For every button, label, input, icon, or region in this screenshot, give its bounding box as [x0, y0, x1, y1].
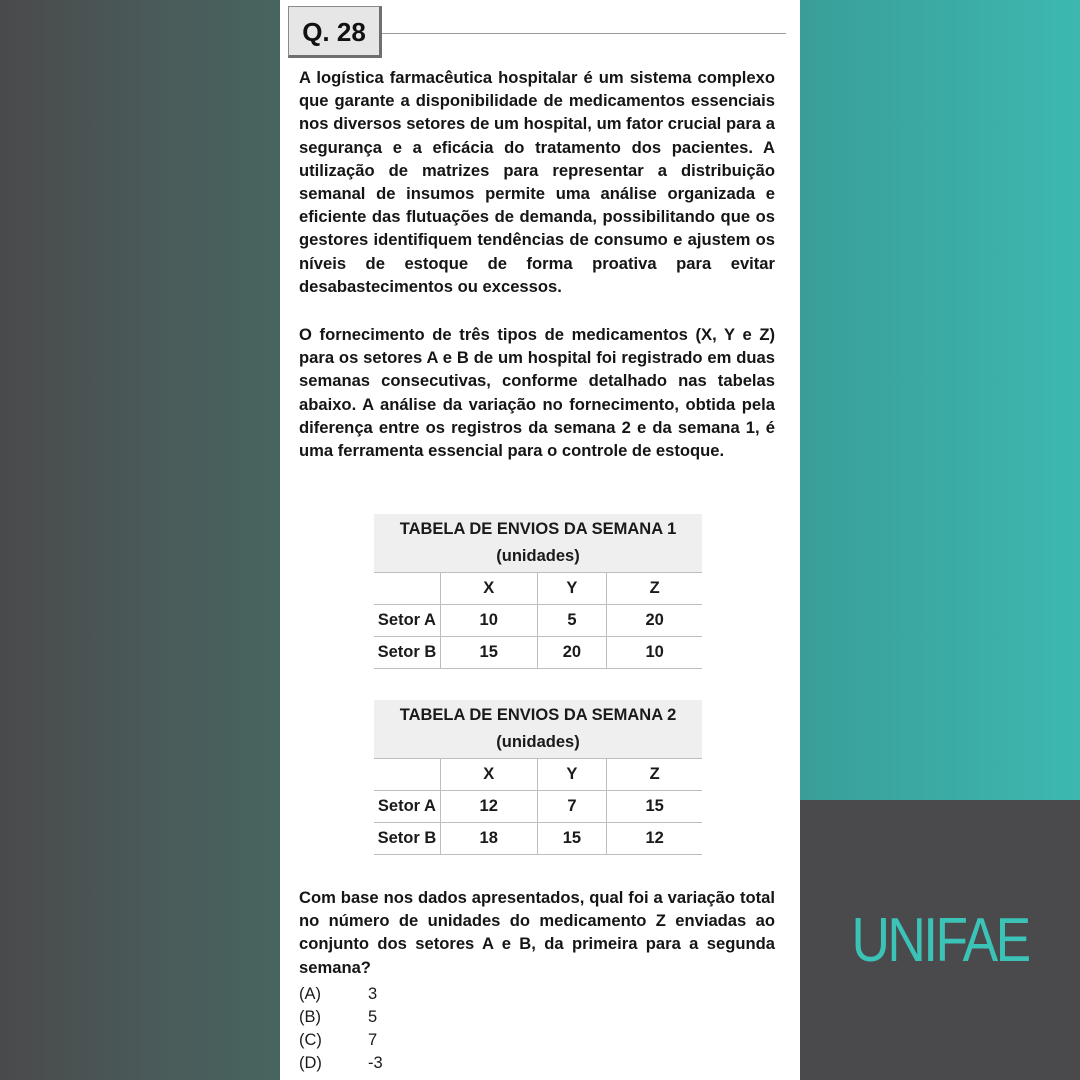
row-label: Setor A [374, 791, 440, 823]
table-cell: 5 [537, 605, 607, 637]
row-label: Setor B [374, 823, 440, 855]
option-value: 3 [368, 985, 378, 1003]
option-d[interactable] [299, 1052, 383, 1075]
column-header: X [440, 759, 537, 791]
table-row [374, 605, 702, 637]
option-b[interactable] [299, 1006, 383, 1029]
option-a[interactable] [299, 983, 383, 1006]
header-divider [382, 33, 786, 34]
context-paragraph: A logística farmacêutica hospitalar é um sistema complexo que garante a disponibilidade de medicamentos essenciais nos diversos setores de um hospital, um fator crucial para a segurança e a eficácia do tratamento dos pacientes. A utilização de matrizes para representar a distribuição semanal de insumos permite uma análise organizada e eficiente das flutuações de demanda, possibilitando que os gestores identifiquem tendências de consumo e ajustem os níveis de estoque de forma proativa para evitar desabastecimentos ou excessos. [299, 68, 775, 296]
column-header: Z [607, 573, 702, 605]
option-value: 5 [368, 1008, 378, 1026]
table-row [374, 823, 702, 855]
table-cell: 7 [537, 791, 607, 823]
week-1-table [374, 514, 702, 669]
table-cell: 15 [607, 791, 702, 823]
option-c[interactable] [299, 1029, 383, 1052]
table-cell: 20 [607, 605, 702, 637]
table-cell: 12 [607, 823, 702, 855]
table-cell: 10 [440, 605, 537, 637]
row-label: Setor A [374, 605, 440, 637]
background-teal-panel [800, 0, 1080, 800]
option-letter: (B) [299, 1008, 321, 1026]
table-cell: 15 [440, 637, 537, 669]
table-header-row [374, 573, 702, 605]
table-cell: 15 [537, 823, 607, 855]
option-letter: (D) [299, 1054, 322, 1072]
option-letter: (C) [299, 1031, 322, 1049]
answer-options [299, 983, 383, 1075]
question-number: Q. 28 [288, 6, 382, 58]
table-cell: 12 [440, 791, 537, 823]
background-left-panel [0, 0, 280, 1080]
table-header-row [374, 759, 702, 791]
option-value: -3 [368, 1054, 383, 1072]
data-description-paragraph: O fornecimento de três tipos de medicamentos (X, Y e Z) para os setores A e B de um hospital foi registrado em duas semanas consecutivas, conforme detalhado nas tabelas abaixo. A análise da variação no fornecimento, obtida pela diferença entre os registros da semana 2 e da semana 1, é uma ferramenta essencial para o controle de estoque. [299, 325, 775, 461]
row-label: Setor B [374, 637, 440, 669]
table-row [374, 637, 702, 669]
week-2-table [374, 700, 702, 855]
column-header: Y [537, 759, 607, 791]
option-letter: (A) [299, 985, 321, 1003]
option-value: 7 [368, 1031, 378, 1049]
table-cell: 10 [607, 637, 702, 669]
table-row [374, 791, 702, 823]
unifae-logo: UNIFAE [851, 906, 1029, 975]
table-cell: 20 [537, 637, 607, 669]
table-title: TABELA DE ENVIOS DA SEMANA 2 (unidades) [374, 700, 702, 759]
question-prompt: Com base nos dados apresentados, qual foi a variação total no número de unidades do medicamento Z enviadas ao conjunto dos setores A e B, da primeira para a segunda semana? [299, 888, 775, 977]
column-header: Y [537, 573, 607, 605]
table-cell: 18 [440, 823, 537, 855]
table-title: TABELA DE ENVIOS DA SEMANA 1 (unidades) [374, 514, 702, 573]
column-header: X [440, 573, 537, 605]
column-header: Z [607, 759, 702, 791]
